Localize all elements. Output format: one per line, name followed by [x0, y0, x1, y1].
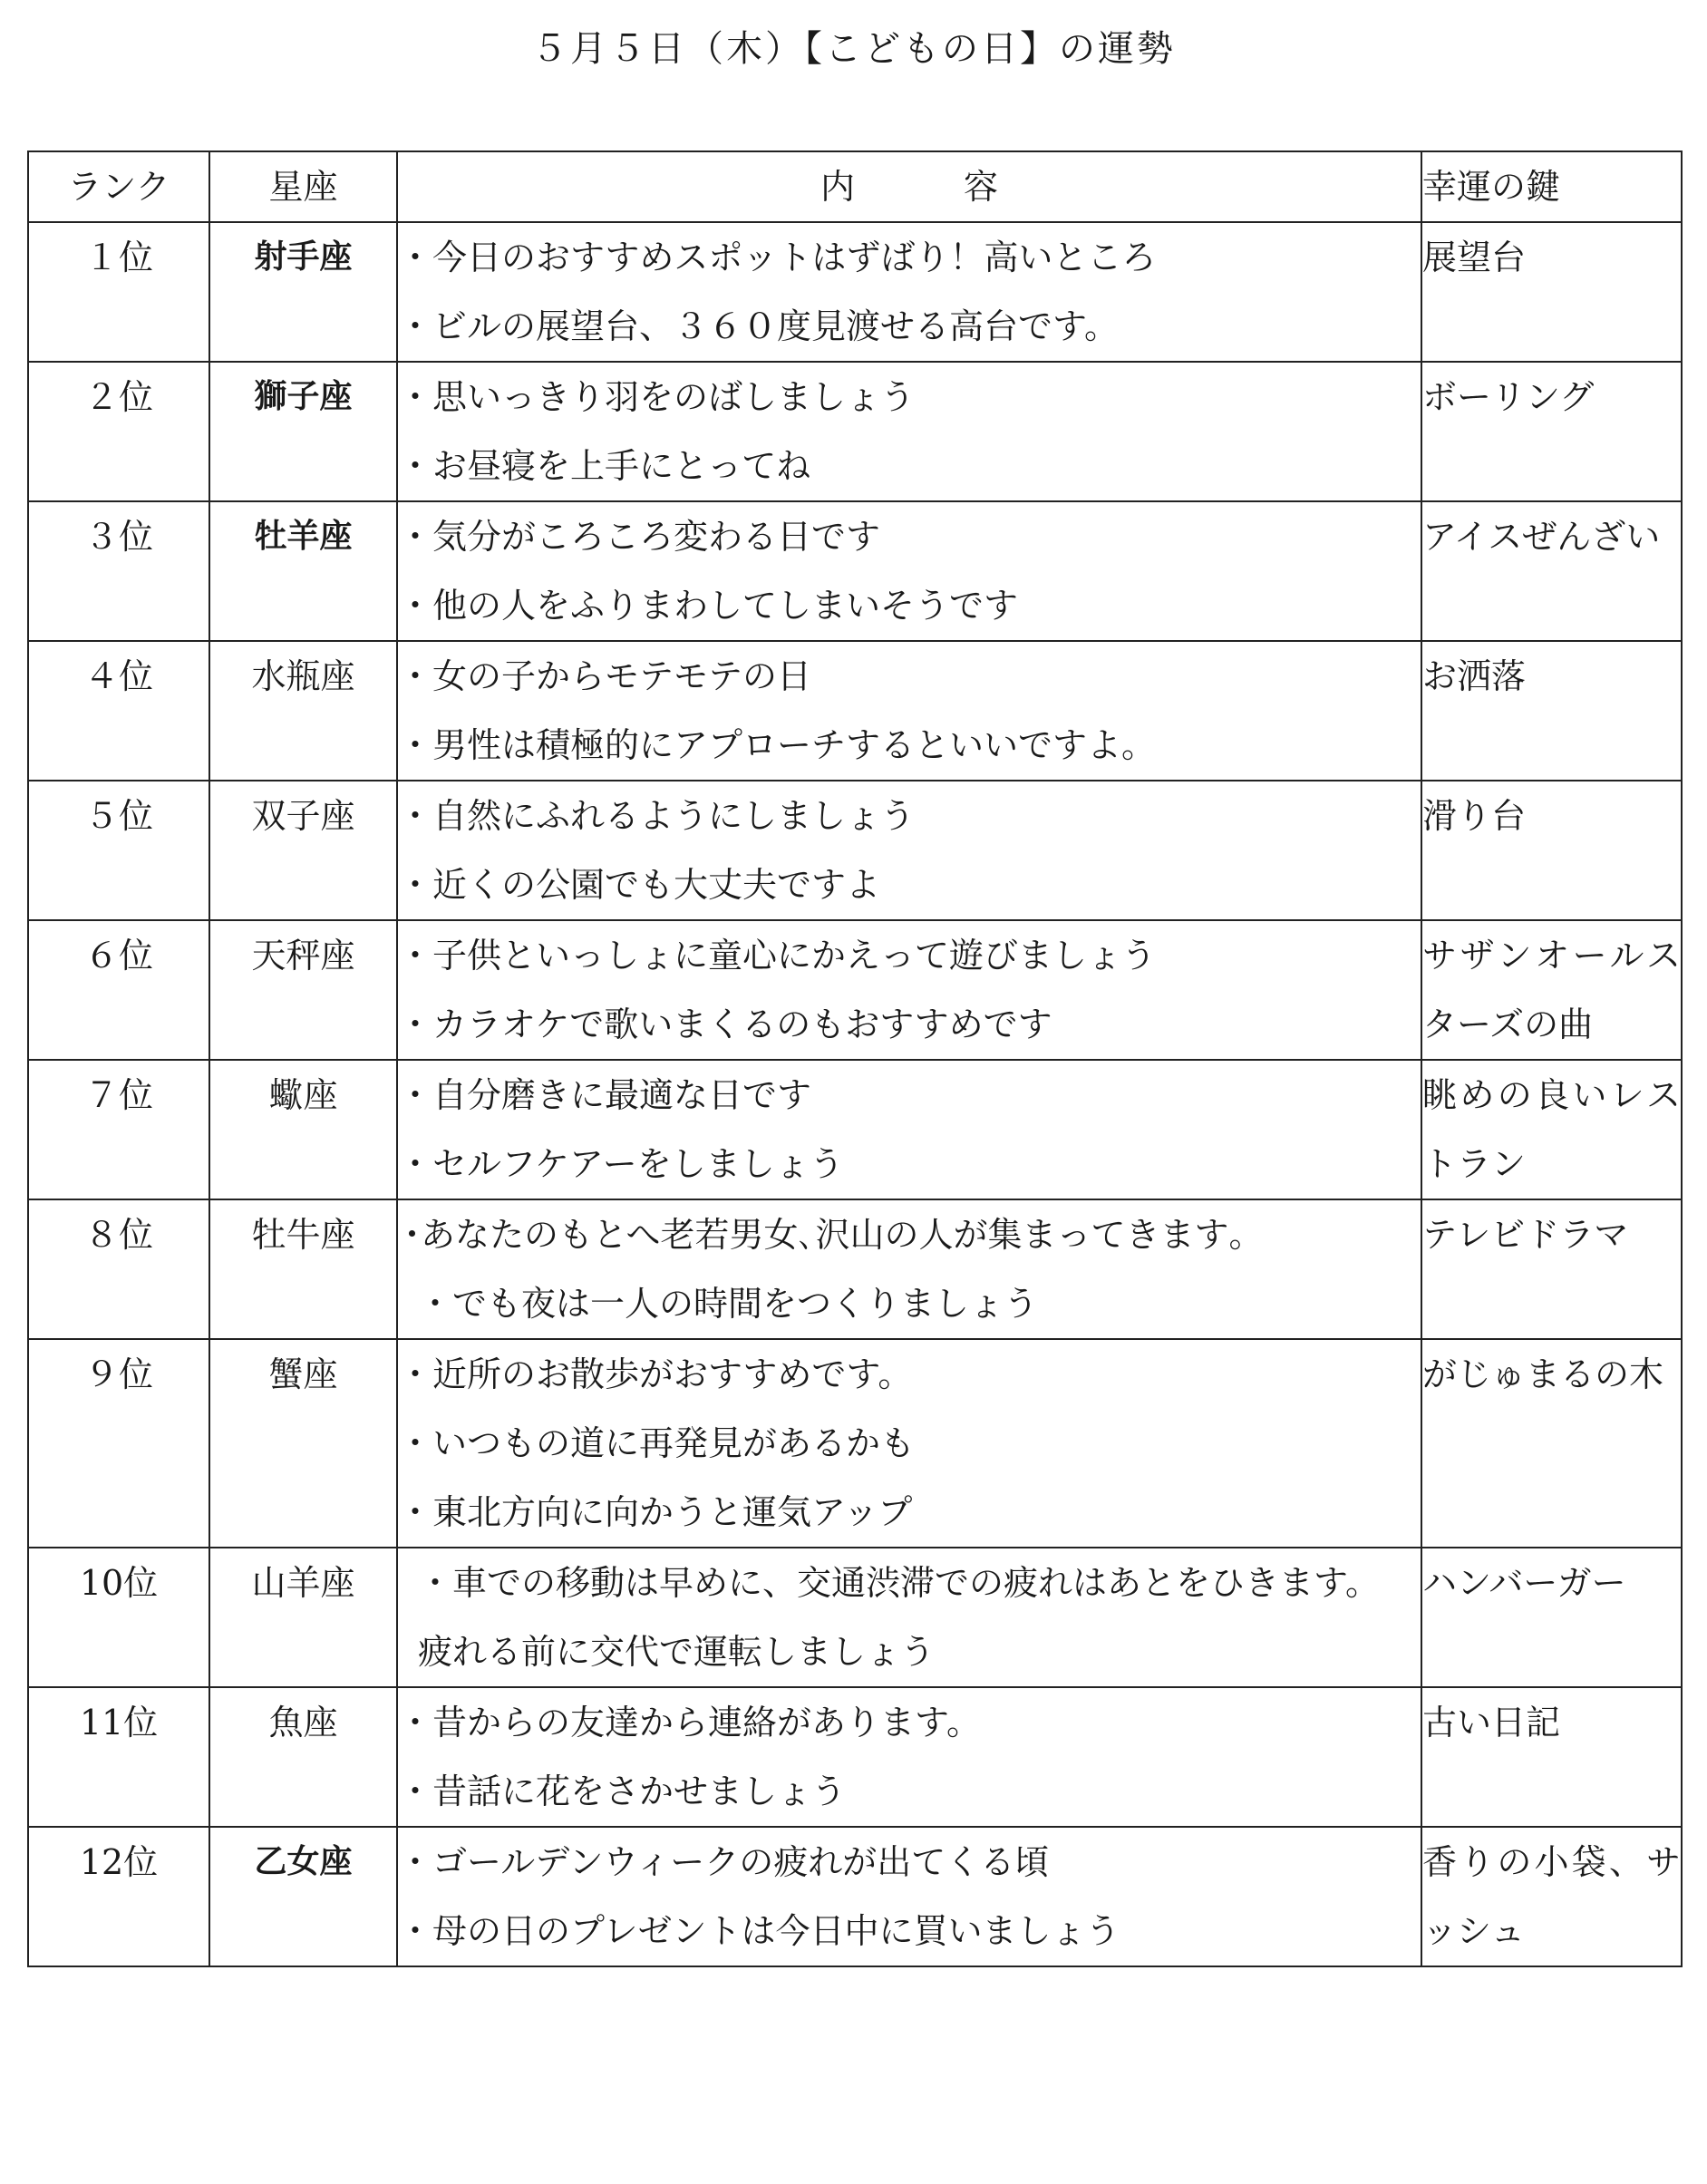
- content-cell: [397, 501, 1421, 641]
- content-cell: [397, 1339, 1421, 1548]
- content-cell: [397, 222, 1421, 362]
- table-row: [28, 1339, 1682, 1548]
- content-line: ・男性は積極的にアプローチするといいですよ。: [398, 725, 1157, 765]
- lucky-key-cell: お洒落: [1421, 641, 1682, 781]
- content-cell: [397, 1687, 1421, 1827]
- content-line: ・カラオケで歌いまくるのもおすすめです: [398, 1005, 1052, 1044]
- sign-cell: 射手座: [209, 222, 397, 362]
- sign-cell: 水瓶座: [209, 641, 397, 781]
- content-cell: [397, 1060, 1421, 1199]
- header-sign: 星座: [209, 151, 397, 222]
- table-row: [28, 222, 1682, 362]
- rank-cell: ６位: [28, 920, 209, 1060]
- content-cell: [397, 641, 1421, 781]
- content-line: ・車での移動は早めに、交通渋滞での疲れはあとをひきます。: [418, 1563, 1380, 1603]
- lucky-key-cell: 香りの小袋、サッシュ: [1421, 1827, 1682, 1966]
- header-content-label: 内容: [820, 167, 1107, 207]
- content-line: ・母の日のプレゼントは今日中に買いましょう: [398, 1911, 1120, 1951]
- sign-cell: 牡羊座: [209, 501, 397, 641]
- table-row: [28, 1687, 1682, 1827]
- content-line: ・ビルの展望台、３６０度見渡せる高台です。: [398, 306, 1119, 346]
- content-line: ・昔話に花をさかせましょう: [398, 1771, 847, 1811]
- table-row: [28, 362, 1682, 501]
- header-content: [397, 151, 1421, 222]
- lucky-key-cell: 展望台: [1421, 222, 1682, 362]
- table-row: [28, 641, 1682, 781]
- content-line: ・ゴールデンウィークの疲れが出てくる頃: [398, 1842, 1050, 1882]
- header-key: 幸運の鍵: [1421, 151, 1682, 222]
- content-line: ・思いっきり羽をのばしましょう: [398, 377, 916, 417]
- table-row: [28, 1060, 1682, 1199]
- rank-cell: 10位: [28, 1548, 209, 1687]
- lucky-key-cell: テレビドラマ: [1421, 1199, 1682, 1339]
- sign-cell: 山羊座: [209, 1548, 397, 1687]
- table-row: [28, 501, 1682, 641]
- rank-cell: ７位: [28, 1060, 209, 1199]
- header-rank: ランク: [28, 151, 209, 222]
- lucky-key-cell: ハンバーガー: [1421, 1548, 1682, 1687]
- table-row: [28, 920, 1682, 1060]
- rank-cell: ８位: [28, 1199, 209, 1339]
- lucky-key-cell: アイスぜんざい: [1421, 501, 1682, 641]
- sign-cell: 蠍座: [209, 1060, 397, 1199]
- sign-cell: 獅子座: [209, 362, 397, 501]
- content-cell: [397, 920, 1421, 1060]
- lucky-key-cell: ボーリング: [1421, 362, 1682, 501]
- content-cell: [397, 1199, 1421, 1339]
- rank-cell: ３位: [28, 501, 209, 641]
- sign-cell: 蟹座: [209, 1339, 397, 1548]
- fortune-table: [27, 150, 1683, 1967]
- table-row: [28, 1827, 1682, 1966]
- content-line: ・セルフケアーをしましょう: [398, 1144, 844, 1184]
- table-header-row: [28, 151, 1682, 222]
- content-line: 疲れる前に交代で運転しましょう: [418, 1632, 936, 1672]
- content-line: ・でも夜は一人の時間をつくりましょう: [418, 1284, 1039, 1324]
- sign-cell: 乙女座: [209, 1827, 397, 1966]
- sign-cell: 双子座: [209, 781, 397, 920]
- content-line: ・女の子からモテモテの日: [398, 656, 812, 696]
- content-cell: [397, 1548, 1421, 1687]
- content-line: ・気分がころころ変わる日です: [398, 517, 881, 557]
- sign-cell: 天秤座: [209, 920, 397, 1060]
- rank-cell: ２位: [28, 362, 209, 501]
- rank-cell: １位: [28, 222, 209, 362]
- content-cell: [397, 362, 1421, 501]
- table-row: [28, 781, 1682, 920]
- lucky-key-cell: サザンオールスターズの曲: [1421, 920, 1682, 1060]
- content-line: ･あなたのもとへ老若男女､沢山の人が集まってきます｡: [403, 1215, 1246, 1255]
- rank-cell: 12位: [28, 1827, 209, 1966]
- content-line: ・お昼寝を上手にとってね: [398, 446, 811, 486]
- content-line: ・近くの公園でも大丈夫ですよ: [398, 865, 881, 905]
- table-row: [28, 1548, 1682, 1687]
- content-line: ・東北方向に向かうと運気アップ: [398, 1492, 913, 1532]
- content-line: ・今日のおすすめスポットはずばり！高いところ: [398, 238, 1157, 277]
- content-line: ・自分磨きに最適な日です: [398, 1075, 812, 1115]
- content-line: ・自然にふれるようにしましょう: [398, 796, 916, 836]
- content-line: ・子供といっしょに童心にかえって遊びましょう: [398, 936, 1157, 976]
- rank-cell: 11位: [28, 1687, 209, 1827]
- lucky-key-cell: がじゅまるの木: [1421, 1339, 1682, 1548]
- lucky-key-cell: 古い日記: [1421, 1687, 1682, 1827]
- lucky-key-cell: 眺めの良いレストラン: [1421, 1060, 1682, 1199]
- lucky-key-cell: 滑り台: [1421, 781, 1682, 920]
- content-line: ・近所のお散歩がおすすめです。: [398, 1354, 913, 1394]
- content-line: ・いつもの道に再発見があるかも: [398, 1423, 916, 1463]
- content-line: ・昔からの友達から連絡があります。: [398, 1703, 981, 1742]
- rank-cell: ４位: [28, 641, 209, 781]
- page-title: ５月５日（木）【こどもの日】の運勢: [531, 28, 1176, 70]
- sign-cell: 牡牛座: [209, 1199, 397, 1339]
- content-cell: [397, 781, 1421, 920]
- content-line: ・他の人をふりまわしてしまいそうです: [398, 586, 1019, 626]
- rank-cell: ９位: [28, 1339, 209, 1548]
- content-cell: [397, 1827, 1421, 1966]
- rank-cell: ５位: [28, 781, 209, 920]
- table-row: [28, 1199, 1682, 1339]
- sign-cell: 魚座: [209, 1687, 397, 1827]
